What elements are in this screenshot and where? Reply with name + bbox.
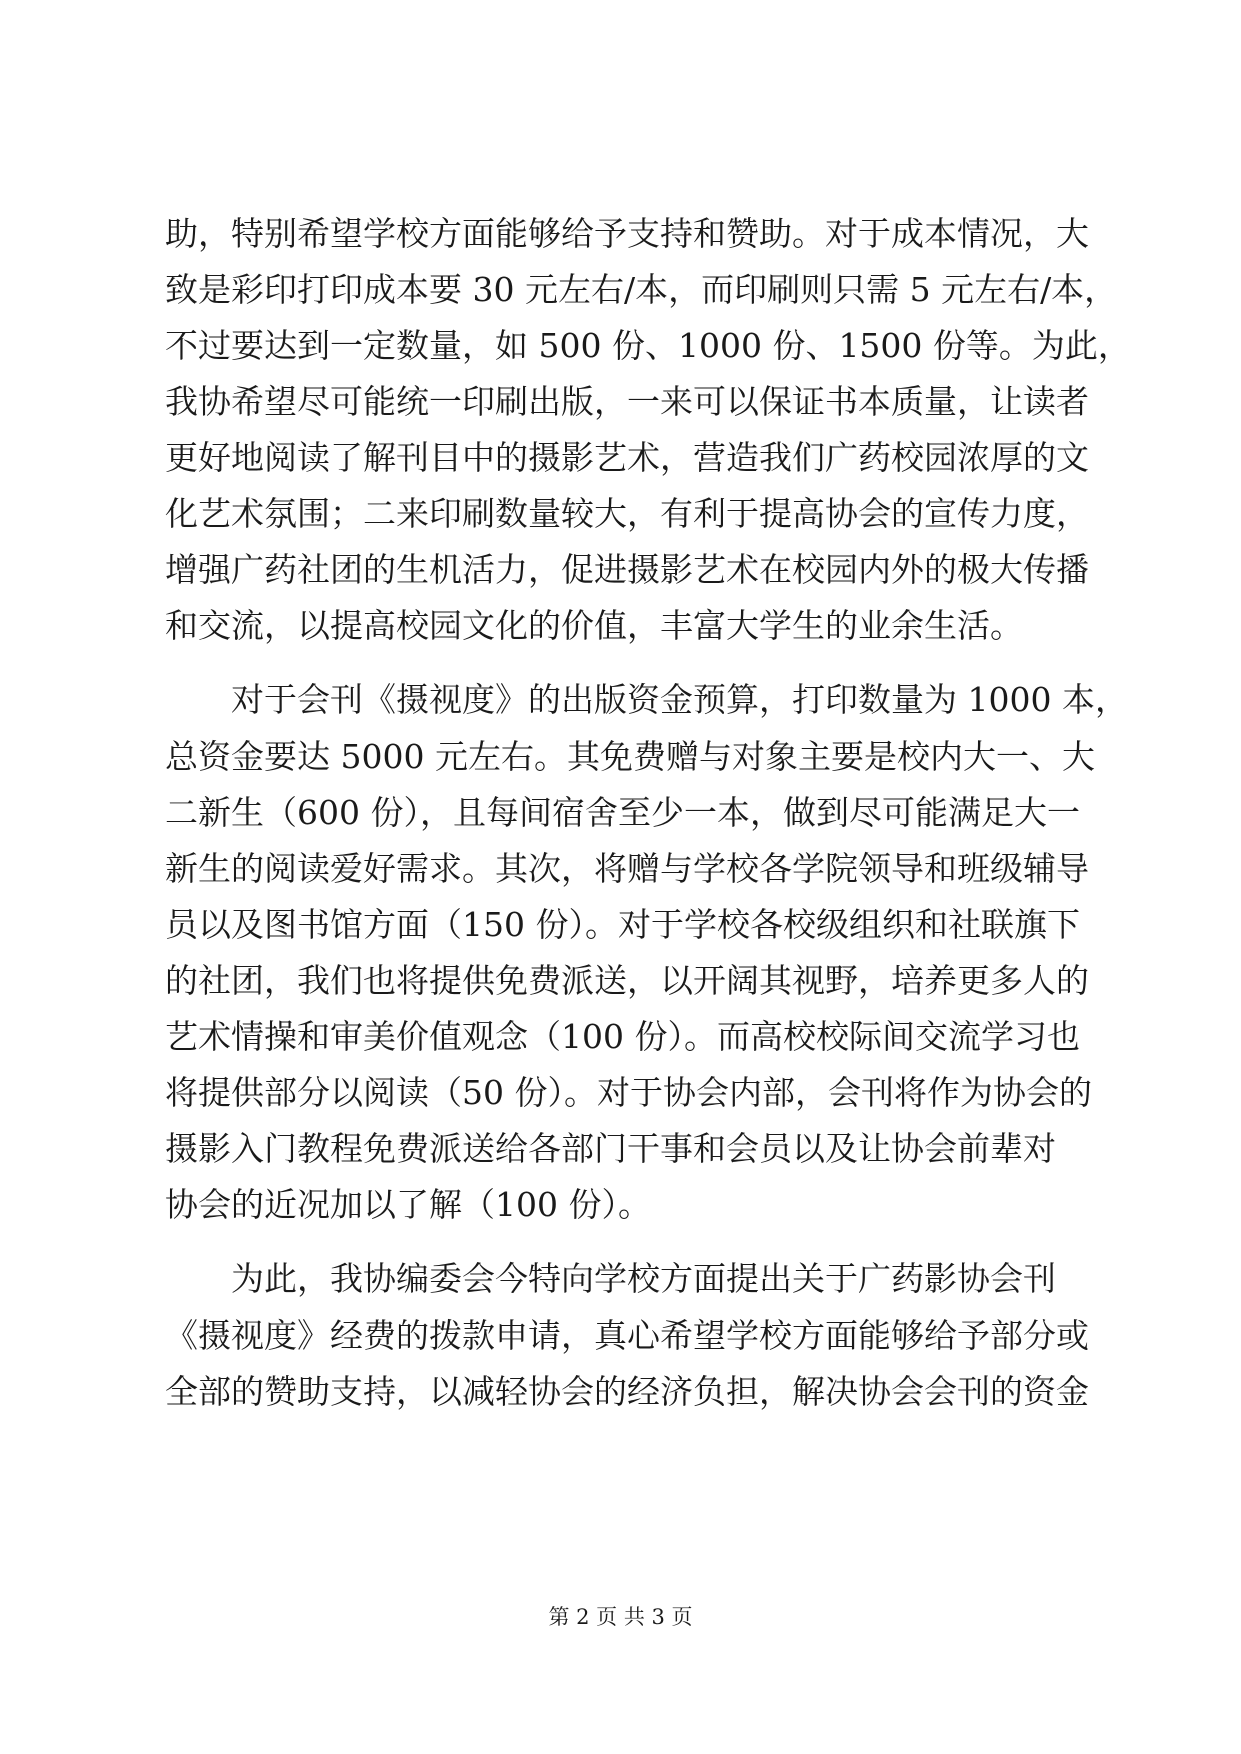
paragraph-line: 员以及图书馆方面（150 份）。对于学校各校级组织和社联旗下 bbox=[165, 905, 1080, 944]
paragraph-line: 不过要达到一定数量，如 500 份、1000 份、1500 份等。为此， bbox=[165, 326, 1131, 365]
paragraph-line: 我协希望尽可能统一印刷出版，一来可以保证书本质量，让读者 bbox=[165, 382, 1089, 421]
paragraph-line: 助，特别希望学校方面能够给予支持和赞助。对于成本情况，大 bbox=[165, 214, 1089, 253]
paragraph-line: 更好地阅读了解刊目中的摄影艺术，营造我们广药校园浓厚的文 bbox=[165, 438, 1089, 477]
paragraph-line: 增强广药社团的生机活力，促进摄影艺术在校园内外的极大传播 bbox=[165, 550, 1089, 589]
paragraph-line: 二新生（600 份），且每间宿舍至少一本，做到尽可能满足大一 bbox=[165, 793, 1080, 832]
paragraph-line: 新生的阅读爱好需求。其次，将赠与学校各学院领导和班级辅导 bbox=[165, 849, 1089, 888]
paragraph-line: 将提供部分以阅读（50 份）。对于协会内部，会刊将作为协会的 bbox=[165, 1073, 1092, 1112]
paragraph-line: 对于会刊《摄视度》的出版资金预算，打印数量为 1000 本， bbox=[231, 680, 1128, 719]
paragraph-line: 的社团，我们也将提供免费派送，以开阔其视野，培养更多人的 bbox=[165, 961, 1089, 1000]
paragraph-line: 总资金要达 5000 元左右。其免费赠与对象主要是校内大一、大 bbox=[165, 737, 1095, 776]
page-number-footer: 第 2 页 共 3 页 bbox=[548, 1605, 693, 1629]
paragraph-line: 艺术情操和审美价值观念（100 份）。而高校校际间交流学习也 bbox=[165, 1017, 1080, 1056]
paragraph-line: 化艺术氛围；二来印刷数量较大，有利于提高协会的宣传力度， bbox=[165, 494, 1089, 533]
paragraph-line: 为此，我协编委会今特向学校方面提出关于广药影协会刊 bbox=[231, 1259, 1056, 1298]
paragraph-line: 摄影入门教程免费派送给各部门干事和会员以及让协会前辈对 bbox=[165, 1129, 1056, 1168]
paragraph-line: 和交流，以提高校园文化的价值，丰富大学生的业余生活。 bbox=[165, 606, 1023, 645]
paragraph-line: 《摄视度》经费的拨款申请，真心希望学校方面能够给予部分或 bbox=[165, 1316, 1089, 1355]
paragraph-line: 致是彩印打印成本要 30 元左右/本，而印刷则只需 5 元左右/本， bbox=[165, 270, 1118, 309]
paragraph-line: 全部的赞助支持，以减轻协会的经济负担，解决协会会刊的资金 bbox=[165, 1372, 1089, 1411]
paragraph-line: 协会的近况加以了解（100 份）。 bbox=[165, 1185, 651, 1224]
